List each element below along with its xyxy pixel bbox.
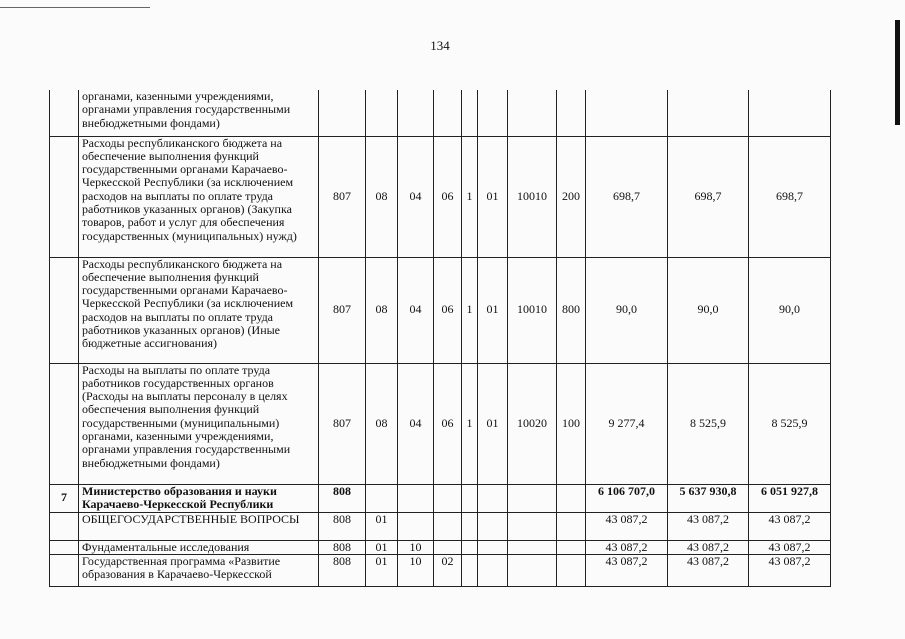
row-description: Расходы республиканского бюджета на обеспечение выполнения функций государственными органами Карачаево-Черкесской Республики (за исключением расходов на выплаты по оплате труда работников указанных органов) (Иные бюджетные ассигнования) — [79, 257, 319, 363]
row-description: Расходы республиканского бюджета на обеспечение выполнения функций государственными органами Карачаево-Черкесской Республики (за исключением расходов на выплаты по оплате труда работников указанных органов) (Закупка товаров, работ и услуг для обеспечения государственных (муниципальных) нужд) — [79, 136, 319, 257]
measure-code: 01 — [478, 363, 508, 484]
budget-table — [49, 90, 831, 587]
table-row — [50, 257, 831, 363]
measure-code — [478, 484, 508, 512]
program-code — [434, 90, 462, 136]
ministry-code: 807 — [319, 136, 366, 257]
table-row — [50, 90, 831, 136]
amount-year-1: 698,7 — [586, 136, 668, 257]
row-description: Расходы на выплаты по оплате труда работников государственных органов (Расходы на выплаты персоналу в целях обеспечения выполнения функций государственными (муниципальными) органами, казенными учреждениями, органами управления государственными внебюджетными фондами) — [79, 363, 319, 484]
row-number — [50, 257, 79, 363]
ministry-code: 807 — [319, 363, 366, 484]
subsection-code: 04 — [398, 257, 434, 363]
amount-year-3: 698,7 — [749, 136, 831, 257]
ministry-code — [319, 90, 366, 136]
subsection-code: 10 — [398, 554, 434, 586]
amount-year-1: 43 087,2 — [586, 540, 668, 554]
section-code: 08 — [366, 363, 398, 484]
amount-year-3: 43 087,2 — [749, 554, 831, 586]
direction-code — [508, 512, 557, 540]
table-row — [50, 540, 831, 554]
amount-year-1: 43 087,2 — [586, 512, 668, 540]
direction-code: 10010 — [508, 257, 557, 363]
measure-code — [478, 540, 508, 554]
row-number — [50, 363, 79, 484]
table-row — [50, 136, 831, 257]
subprogram-code — [462, 540, 478, 554]
amount-year-1 — [586, 90, 668, 136]
subprogram-code — [462, 512, 478, 540]
scan-edge-bar — [895, 20, 900, 125]
measure-code — [478, 554, 508, 586]
section-code: 01 — [366, 554, 398, 586]
measure-code: 01 — [478, 136, 508, 257]
subsection-code — [398, 90, 434, 136]
header-rule — [0, 7, 150, 8]
program-code: 02 — [434, 554, 462, 586]
measure-code — [478, 512, 508, 540]
amount-year-3: 43 087,2 — [749, 540, 831, 554]
amount-year-2: 698,7 — [668, 136, 749, 257]
table-row — [50, 363, 831, 484]
subprogram-code: 1 — [462, 136, 478, 257]
program-code — [434, 512, 462, 540]
ministry-code: 808 — [319, 540, 366, 554]
ministry-code: 808 — [319, 484, 366, 512]
amount-year-3: 90,0 — [749, 257, 831, 363]
row-number — [50, 554, 79, 586]
row-description: ОБЩЕГОСУДАРСТВЕННЫЕ ВОПРОСЫ — [79, 512, 319, 540]
section-code: 08 — [366, 136, 398, 257]
amount-year-3: 43 087,2 — [749, 512, 831, 540]
amount-year-3: 8 525,9 — [749, 363, 831, 484]
measure-code — [478, 90, 508, 136]
expense-type-code: 800 — [557, 257, 586, 363]
program-code: 06 — [434, 136, 462, 257]
ministry-code: 807 — [319, 257, 366, 363]
subsection-code: 04 — [398, 363, 434, 484]
amount-year-1: 6 106 707,0 — [586, 484, 668, 512]
ministry-code: 808 — [319, 554, 366, 586]
measure-code: 01 — [478, 257, 508, 363]
row-description: Министерство образования и науки Карачаево-Черкесской Республики — [79, 484, 319, 512]
program-code — [434, 540, 462, 554]
row-number — [50, 136, 79, 257]
direction-code — [508, 554, 557, 586]
program-code: 06 — [434, 363, 462, 484]
amount-year-2: 5 637 930,8 — [668, 484, 749, 512]
page-number: 134 — [430, 38, 450, 53]
amount-year-2: 43 087,2 — [668, 540, 749, 554]
section-code — [366, 484, 398, 512]
ministry-code: 808 — [319, 512, 366, 540]
table-row — [50, 512, 831, 540]
amount-year-2: 43 087,2 — [668, 512, 749, 540]
row-description: Государственная программа «Развитие образования в Карачаево-Черкесской — [79, 554, 319, 586]
subsection-code: 04 — [398, 136, 434, 257]
subprogram-code — [462, 90, 478, 136]
expense-type-code — [557, 554, 586, 586]
row-number — [50, 540, 79, 554]
amount-year-2: 8 525,9 — [668, 363, 749, 484]
row-number — [50, 512, 79, 540]
expense-type-code — [557, 484, 586, 512]
expense-type-code — [557, 540, 586, 554]
amount-year-3 — [749, 90, 831, 136]
amount-year-3: 6 051 927,8 — [749, 484, 831, 512]
expense-type-code: 200 — [557, 136, 586, 257]
amount-year-1: 90,0 — [586, 257, 668, 363]
direction-code — [508, 90, 557, 136]
row-number: 7 — [50, 484, 79, 512]
row-description: Фундаментальные исследования — [79, 540, 319, 554]
program-code: 06 — [434, 257, 462, 363]
section-code: 01 — [366, 540, 398, 554]
section-code: 01 — [366, 512, 398, 540]
subsection-code — [398, 512, 434, 540]
amount-year-1: 43 087,2 — [586, 554, 668, 586]
table-row — [50, 484, 831, 512]
subprogram-code: 1 — [462, 363, 478, 484]
expense-type-code — [557, 90, 586, 136]
subprogram-code: 1 — [462, 257, 478, 363]
subsection-code: 10 — [398, 540, 434, 554]
amount-year-2: 90,0 — [668, 257, 749, 363]
amount-year-2 — [668, 90, 749, 136]
section-code — [366, 90, 398, 136]
subprogram-code — [462, 484, 478, 512]
section-code: 08 — [366, 257, 398, 363]
amount-year-2: 43 087,2 — [668, 554, 749, 586]
expense-type-code: 100 — [557, 363, 586, 484]
direction-code: 10020 — [508, 363, 557, 484]
subsection-code — [398, 484, 434, 512]
direction-code — [508, 484, 557, 512]
expense-type-code — [557, 512, 586, 540]
direction-code: 10010 — [508, 136, 557, 257]
amount-year-1: 9 277,4 — [586, 363, 668, 484]
program-code — [434, 484, 462, 512]
table-row — [50, 554, 831, 586]
subprogram-code — [462, 554, 478, 586]
direction-code — [508, 540, 557, 554]
row-number — [50, 90, 79, 136]
row-description: органами, казенными учреждениями, органами управления государственными внебюджетными фондами) — [79, 90, 319, 136]
